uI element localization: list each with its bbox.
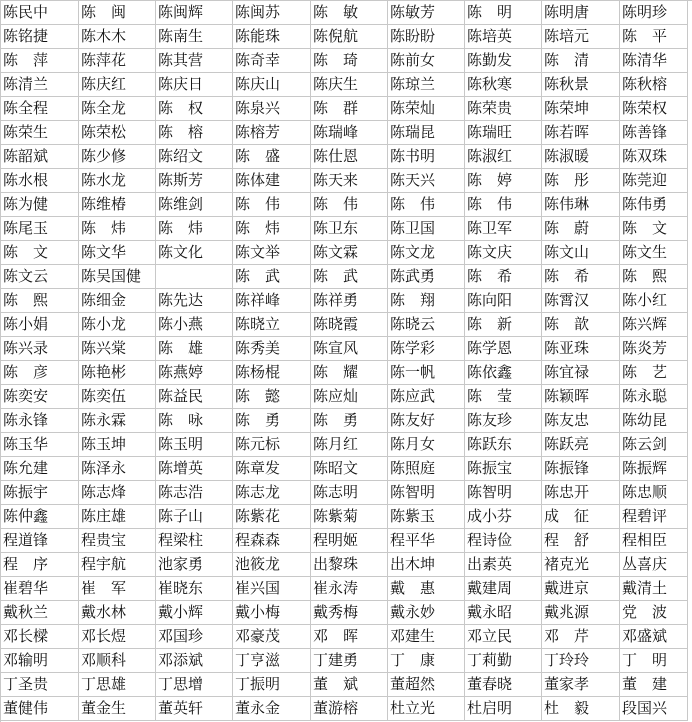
table-cell[interactable]: 陈晓云 [388,313,465,337]
table-cell[interactable]: 陈忠开 [542,481,620,505]
table-cell[interactable]: 陈 希 [542,265,620,289]
table-cell[interactable]: 陈振锋 [542,457,620,481]
table-cell[interactable]: 程明姬 [311,529,388,553]
table-cell[interactable]: 丁莉勤 [465,649,542,673]
table-cell[interactable]: 陈小龙 [79,313,156,337]
table-cell[interactable]: 陈 炜 [233,217,311,241]
table-cell[interactable]: 丛喜庆 [620,553,688,577]
table-cell[interactable]: 陈淑暖 [542,145,620,169]
table-cell[interactable]: 陈 勇 [233,409,311,433]
table-cell[interactable]: 董家孝 [542,673,620,697]
table-cell[interactable]: 陈允建 [1,457,79,481]
table-cell[interactable]: 陈 希 [465,265,542,289]
table-cell[interactable]: 陈志明 [311,481,388,505]
table-cell[interactable]: 陈增英 [156,457,233,481]
table-cell[interactable]: 段国兴 [620,697,688,721]
table-cell[interactable]: 陈全龙 [79,97,156,121]
table-cell[interactable]: 陈紫花 [233,505,311,529]
table-cell[interactable]: 陈荣贵 [465,97,542,121]
table-cell[interactable]: 陈莞迎 [620,169,688,193]
table-cell[interactable]: 陈绍文 [156,145,233,169]
table-cell[interactable]: 邓输明 [1,649,79,673]
table-cell[interactable]: 陈兴辉 [620,313,688,337]
table-cell[interactable]: 陈敏芳 [388,1,465,25]
table-cell[interactable]: 陈 炜 [79,217,156,241]
table-cell[interactable]: 陈 彦 [1,361,79,385]
table-cell[interactable]: 陈清兰 [1,73,79,97]
table-cell[interactable]: 陈文化 [156,241,233,265]
table-cell[interactable]: 陈吴国健 [79,265,156,289]
table-cell[interactable]: 陈宣风 [311,337,388,361]
table-cell[interactable]: 陈木木 [79,25,156,49]
table-cell[interactable]: 陈斯芳 [156,169,233,193]
table-cell[interactable]: 陈跃亮 [542,433,620,457]
table-cell[interactable]: 陈庆日 [156,73,233,97]
table-cell[interactable]: 陈 文 [1,241,79,265]
table-cell[interactable]: 丁亨滋 [233,649,311,673]
table-cell[interactable]: 董春晓 [465,673,542,697]
table-cell[interactable]: 丁思增 [156,673,233,697]
table-cell[interactable]: 邓长樑 [1,625,79,649]
table-cell[interactable]: 陈小红 [620,289,688,313]
table-cell[interactable]: 董金生 [79,697,156,721]
table-cell[interactable]: 陈 明 [465,1,542,25]
table-cell[interactable]: 丁 明 [620,649,688,673]
table-cell[interactable]: 陈倪航 [311,25,388,49]
table-cell[interactable]: 戴建周 [465,577,542,601]
table-cell[interactable]: 陈振辉 [620,457,688,481]
table-cell[interactable]: 程 序 [1,553,79,577]
table-cell[interactable]: 戴进京 [542,577,620,601]
table-cell[interactable]: 陈明唐 [542,1,620,25]
table-cell[interactable]: 陈友珍 [465,409,542,433]
table-cell[interactable]: 出木坤 [388,553,465,577]
table-cell[interactable]: 陈韶斌 [1,145,79,169]
table-cell[interactable]: 陈 婷 [465,169,542,193]
table-cell[interactable]: 陈 翔 [388,289,465,313]
table-cell[interactable]: 陈祥峰 [233,289,311,313]
table-cell[interactable]: 程道锋 [1,529,79,553]
table-cell[interactable]: 陈 琦 [311,49,388,73]
table-cell[interactable]: 陈庆红 [79,73,156,97]
table-cell[interactable]: 陈燕婷 [156,361,233,385]
table-cell[interactable]: 邓豪茂 [233,625,311,649]
table-cell[interactable]: 陈月女 [388,433,465,457]
table-cell[interactable]: 陈书明 [388,145,465,169]
table-cell[interactable]: 陈瑞昆 [388,121,465,145]
table-cell[interactable]: 杜启明 [465,697,542,721]
table-cell[interactable]: 邓国珍 [156,625,233,649]
table-cell[interactable]: 陈全程 [1,97,79,121]
table-cell[interactable]: 邓 晖 [311,625,388,649]
table-cell[interactable]: 陈文生 [620,241,688,265]
table-cell[interactable]: 陈淑红 [465,145,542,169]
table-cell[interactable]: 陈霄汉 [542,289,620,313]
table-cell[interactable]: 陈 歆 [542,313,620,337]
table-cell[interactable]: 程碧评 [620,505,688,529]
table-cell[interactable]: 陈双珠 [620,145,688,169]
table-cell[interactable]: 陈盼盼 [388,25,465,49]
table-cell[interactable]: 陈为健 [1,193,79,217]
table-cell[interactable]: 陈能珠 [233,25,311,49]
table-cell[interactable]: 陈庆山 [233,73,311,97]
table-cell[interactable]: 陈永霖 [79,409,156,433]
table-cell[interactable]: 陈文举 [233,241,311,265]
table-cell[interactable]: 程 舒 [542,529,620,553]
table-cell[interactable]: 邓盛斌 [620,625,688,649]
table-cell[interactable]: 董 建 [620,673,688,697]
table-cell[interactable]: 戴秀梅 [311,601,388,625]
table-cell[interactable]: 陈维剑 [156,193,233,217]
table-cell[interactable]: 陈友忠 [542,409,620,433]
table-cell[interactable]: 陈永聪 [620,385,688,409]
table-cell[interactable]: 陈瑞峰 [311,121,388,145]
table-cell[interactable]: 陈卫国 [388,217,465,241]
table-cell[interactable]: 董永金 [233,697,311,721]
table-cell[interactable]: 陈幼昆 [620,409,688,433]
table-cell[interactable] [156,265,233,289]
table-cell[interactable]: 陈向阳 [465,289,542,313]
table-cell[interactable]: 陈小燕 [156,313,233,337]
table-cell[interactable]: 陈尾玉 [1,217,79,241]
table-cell[interactable]: 陈 雄 [156,337,233,361]
table-cell[interactable]: 陈文霖 [311,241,388,265]
table-cell[interactable]: 陈兴棠 [79,337,156,361]
table-cell[interactable]: 陈晓霞 [311,313,388,337]
table-cell[interactable]: 陈杨棍 [233,361,311,385]
table-cell[interactable]: 戴水林 [79,601,156,625]
table-cell[interactable]: 陈紫菊 [311,505,388,529]
table-cell[interactable]: 陈少修 [79,145,156,169]
table-cell[interactable]: 邓顺科 [79,649,156,673]
table-cell[interactable]: 陈艳彬 [79,361,156,385]
table-cell[interactable]: 陈 敏 [311,1,388,25]
table-cell[interactable]: 陈 伟 [233,193,311,217]
table-cell[interactable]: 陈 炜 [156,217,233,241]
table-cell[interactable]: 邓添斌 [156,649,233,673]
table-cell[interactable]: 杜 毅 [542,697,620,721]
table-cell[interactable]: 邓 芹 [542,625,620,649]
table-cell[interactable]: 陈 咏 [156,409,233,433]
table-cell[interactable]: 陈 盛 [233,145,311,169]
table-cell[interactable]: 陈闽苏 [233,1,311,25]
table-cell[interactable]: 陈水根 [1,169,79,193]
table-cell[interactable]: 陈秋景 [542,73,620,97]
table-cell[interactable]: 陈维椿 [79,193,156,217]
table-cell[interactable]: 丁 康 [388,649,465,673]
table-cell[interactable]: 程相臣 [620,529,688,553]
table-cell[interactable]: 陈庆生 [311,73,388,97]
table-cell[interactable]: 崔 军 [79,577,156,601]
table-cell[interactable]: 陈志烽 [79,481,156,505]
table-cell[interactable]: 陈 文 [620,217,688,241]
table-cell[interactable]: 陈卫军 [465,217,542,241]
table-cell[interactable]: 陈志浩 [156,481,233,505]
table-cell[interactable]: 陈伟琳 [542,193,620,217]
table-cell[interactable]: 陈若晖 [542,121,620,145]
table-cell[interactable]: 成 征 [542,505,620,529]
table-cell[interactable]: 丁玲玲 [542,649,620,673]
table-cell[interactable]: 陈秋榕 [620,73,688,97]
table-cell[interactable]: 丁建勇 [311,649,388,673]
table-cell[interactable]: 崔兴国 [233,577,311,601]
table-cell[interactable]: 陈荣灿 [388,97,465,121]
table-cell[interactable]: 陈照庭 [388,457,465,481]
table-cell[interactable]: 陈闽辉 [156,1,233,25]
table-cell[interactable]: 陈 莹 [465,385,542,409]
table-cell[interactable]: 陈瑞旺 [465,121,542,145]
table-cell[interactable]: 陈 蔚 [542,217,620,241]
table-cell[interactable]: 陈琼兰 [388,73,465,97]
table-cell[interactable]: 陈永锋 [1,409,79,433]
table-cell[interactable]: 戴 惠 [388,577,465,601]
table-cell[interactable]: 陈依鑫 [465,361,542,385]
table-cell[interactable]: 陈晓立 [233,313,311,337]
table-cell[interactable]: 丁圣贵 [1,673,79,697]
table-cell[interactable]: 党 波 [620,601,688,625]
table-cell[interactable]: 邓立民 [465,625,542,649]
table-cell[interactable]: 陈颖晖 [542,385,620,409]
table-cell[interactable]: 陈炎芳 [620,337,688,361]
table-cell[interactable]: 陈玉明 [156,433,233,457]
table-cell[interactable]: 陈 武 [311,265,388,289]
table-cell[interactable]: 陈庄雄 [79,505,156,529]
table-cell[interactable]: 陈天来 [311,169,388,193]
table-cell[interactable]: 陈祥勇 [311,289,388,313]
table-cell[interactable]: 陈章发 [233,457,311,481]
table-cell[interactable]: 陈奕伍 [79,385,156,409]
table-cell[interactable]: 戴小辉 [156,601,233,625]
table-cell[interactable]: 陈泽永 [79,457,156,481]
table-cell[interactable]: 陈亚珠 [542,337,620,361]
table-cell[interactable]: 陈 懿 [233,385,311,409]
table-cell[interactable]: 陈体建 [233,169,311,193]
table-cell[interactable]: 陈 清 [542,49,620,73]
table-cell[interactable]: 陈 艺 [620,361,688,385]
table-cell[interactable]: 陈振宝 [465,457,542,481]
table-cell[interactable]: 杜立光 [388,697,465,721]
table-cell[interactable]: 陈水龙 [79,169,156,193]
table-cell[interactable]: 陈武勇 [388,265,465,289]
table-cell[interactable]: 程宇航 [79,553,156,577]
table-cell[interactable]: 陈元标 [233,433,311,457]
table-cell[interactable]: 董 斌 [311,673,388,697]
table-cell[interactable]: 陈子山 [156,505,233,529]
table-cell[interactable]: 陈其营 [156,49,233,73]
table-cell[interactable]: 陈一帆 [388,361,465,385]
table-cell[interactable]: 出黎珠 [311,553,388,577]
table-cell[interactable]: 陈云剑 [620,433,688,457]
table-cell[interactable]: 陈 熙 [620,265,688,289]
table-cell[interactable]: 董超然 [388,673,465,697]
table-cell[interactable]: 陈天兴 [388,169,465,193]
table-cell[interactable]: 陈智明 [388,481,465,505]
table-cell[interactable]: 董游榕 [311,697,388,721]
table-cell[interactable]: 陈友好 [388,409,465,433]
table-cell[interactable]: 戴永昭 [465,601,542,625]
table-cell[interactable]: 褚克光 [542,553,620,577]
table-cell[interactable]: 陈前女 [388,49,465,73]
table-cell[interactable]: 陈善锋 [620,121,688,145]
table-cell[interactable]: 陈昭文 [311,457,388,481]
table-cell[interactable]: 陈萍花 [79,49,156,73]
table-cell[interactable]: 陈仲鑫 [1,505,79,529]
table-cell[interactable]: 陈紫玉 [388,505,465,529]
table-cell[interactable]: 崔碧华 [1,577,79,601]
table-cell[interactable]: 陈 榕 [156,121,233,145]
table-cell[interactable]: 成小芬 [465,505,542,529]
table-cell[interactable]: 戴秋兰 [1,601,79,625]
table-cell[interactable]: 陈 伟 [311,193,388,217]
table-cell[interactable]: 戴小梅 [233,601,311,625]
table-cell[interactable]: 陈应灿 [311,385,388,409]
table-cell[interactable]: 陈 熙 [1,289,79,313]
table-cell[interactable]: 陈秀美 [233,337,311,361]
table-cell[interactable]: 陈 彤 [542,169,620,193]
table-cell[interactable]: 陈榕芳 [233,121,311,145]
table-cell[interactable]: 陈 平 [620,25,688,49]
table-cell[interactable]: 陈 伟 [465,193,542,217]
table-cell[interactable]: 陈学彩 [388,337,465,361]
table-cell[interactable]: 崔永涛 [311,577,388,601]
table-cell[interactable]: 陈玉坤 [79,433,156,457]
table-cell[interactable]: 陈培元 [542,25,620,49]
table-cell[interactable]: 陈学恩 [465,337,542,361]
table-cell[interactable]: 丁思雄 [79,673,156,697]
table-cell[interactable]: 陈宜禄 [542,361,620,385]
table-cell[interactable]: 程森森 [233,529,311,553]
table-cell[interactable]: 陈奕安 [1,385,79,409]
table-cell[interactable]: 陈 新 [465,313,542,337]
table-cell[interactable]: 陈忠顺 [620,481,688,505]
table-cell[interactable]: 陈 权 [156,97,233,121]
table-cell[interactable]: 池家勇 [156,553,233,577]
table-cell[interactable]: 丁振明 [233,673,311,697]
table-cell[interactable]: 戴永妙 [388,601,465,625]
table-cell[interactable]: 陈文云 [1,265,79,289]
table-cell[interactable]: 陈文龙 [388,241,465,265]
table-cell[interactable]: 董英轩 [156,697,233,721]
table-cell[interactable]: 陈荣坤 [542,97,620,121]
table-cell[interactable]: 陈志龙 [233,481,311,505]
table-cell[interactable]: 崔晓东 [156,577,233,601]
table-cell[interactable]: 陈应武 [388,385,465,409]
table-cell[interactable]: 戴清土 [620,577,688,601]
table-cell[interactable]: 陈先达 [156,289,233,313]
table-cell[interactable]: 陈南生 [156,25,233,49]
table-cell[interactable]: 董健伟 [1,697,79,721]
table-cell[interactable]: 陈玉华 [1,433,79,457]
table-cell[interactable]: 出素英 [465,553,542,577]
table-cell[interactable]: 陈铭捷 [1,25,79,49]
table-cell[interactable]: 陈清华 [620,49,688,73]
table-cell[interactable]: 陈 闽 [79,1,156,25]
table-cell[interactable]: 陈伟勇 [620,193,688,217]
table-cell[interactable]: 陈荣权 [620,97,688,121]
table-cell[interactable]: 陈 武 [233,265,311,289]
table-cell[interactable]: 程贵宝 [79,529,156,553]
table-cell[interactable]: 陈民中 [1,1,79,25]
table-cell[interactable]: 陈泉兴 [233,97,311,121]
table-cell[interactable]: 陈 伟 [388,193,465,217]
table-cell[interactable]: 陈月红 [311,433,388,457]
table-cell[interactable]: 陈仕恩 [311,145,388,169]
table-cell[interactable]: 陈卫东 [311,217,388,241]
table-cell[interactable]: 程梁柱 [156,529,233,553]
table-cell[interactable]: 陈勤发 [465,49,542,73]
table-cell[interactable]: 陈秋寒 [465,73,542,97]
table-cell[interactable]: 程平华 [388,529,465,553]
table-cell[interactable]: 陈培英 [465,25,542,49]
table-cell[interactable]: 陈荣松 [79,121,156,145]
table-cell[interactable]: 陈荣生 [1,121,79,145]
table-cell[interactable]: 陈小娟 [1,313,79,337]
table-cell[interactable]: 陈 萍 [1,49,79,73]
table-cell[interactable]: 陈 群 [311,97,388,121]
table-cell[interactable]: 陈智明 [465,481,542,505]
table-cell[interactable]: 陈 耀 [311,361,388,385]
table-cell[interactable]: 陈奇幸 [233,49,311,73]
table-cell[interactable]: 陈文山 [542,241,620,265]
table-cell[interactable]: 陈兴录 [1,337,79,361]
table-cell[interactable]: 陈跃东 [465,433,542,457]
table-cell[interactable]: 陈 勇 [311,409,388,433]
table-cell[interactable]: 陈明珍 [620,1,688,25]
table-cell[interactable]: 邓长煜 [79,625,156,649]
table-cell[interactable]: 邓建生 [388,625,465,649]
table-cell[interactable]: 陈益民 [156,385,233,409]
table-cell[interactable]: 陈文庆 [465,241,542,265]
table-cell[interactable]: 陈文华 [79,241,156,265]
table-cell[interactable]: 陈细金 [79,289,156,313]
table-cell[interactable]: 程诗俭 [465,529,542,553]
table-cell[interactable]: 陈振宇 [1,481,79,505]
table-cell[interactable]: 池筱龙 [233,553,311,577]
table-cell[interactable]: 戴兆源 [542,601,620,625]
